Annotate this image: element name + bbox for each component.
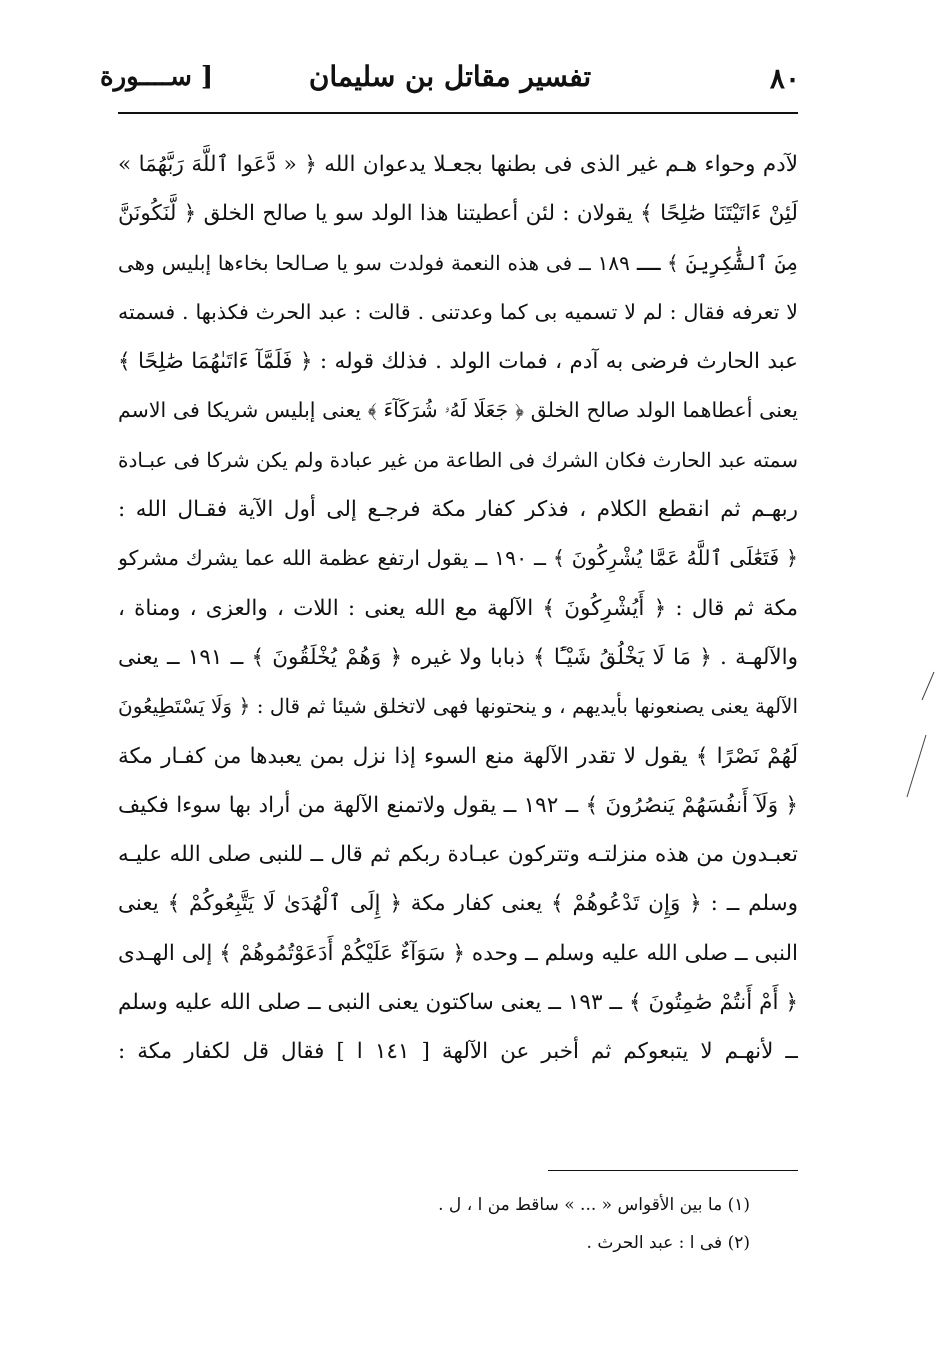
running-header [100,56,800,104]
text-line: وسلم ــ : ﴿ وَإِن تَدْعُوهُمْ ﴾ يعنى كفار مكة ﴿ إِلَى ٱلْهُدَىٰ لَا يَتَّبِعُوكُمْ ﴾ يعنى [118,891,798,917]
header-rule [118,112,798,114]
text-line: يعنى أعطاهما الولد صالح الخلق ﴿ جَعَلَا لَهُۥ شُرَكَآءَ ﴾ يعنى إبليس شريكا فى الاسم [118,398,798,423]
text-line: لآدم وحواء هـم غير الذى فى بطنها بجعـلا يدعوان الله ﴿ « دَّعَوا ٱللَّهَ رَبَّهُمَا » [118,152,798,177]
text-line: والآلهـة . ﴿ مَا لَا يَخْلُقُ شَيْـًٔا ﴾ ذبابا ولا غيره ﴿ وَهُمْ يُخْلَقُونَ ﴾ ــ ١٩١ ــ يعنى [118,644,798,670]
text-line: لَهُمْ نَصْرًا ﴾ يقول لا تقدر الآلهة منع السوء إذا نزل بمن يعبدها من كفـار مكة [118,743,798,769]
text-line: ﴿ فَتَعَٰلَى ٱللَّهُ عَمَّا يُشْرِكُونَ ﴾ ــ ١٩٠ ــ يقول ارتفع عظمة الله عما يشرك مشركو [118,546,798,571]
text-line: لا تعرفه فقال : لم لا تسميه بى كما وعدتنى . قالت : عبد الحرث فكذبها . فسمته [118,299,798,324]
text-line: ــ لأنهـم لا يتبعوكم ثم أخبر عن الآلهة [ ١٤١ ا ] فقال قل لكفار مكة : [118,1039,798,1065]
text-line: سمته عبد الحارث فكان الشرك فى الطاعة من غير عبادة ولم يكن شركا فى عبـادة [118,447,798,472]
text-line: مِنَ ٱلشَّٰكِرِينَ ﴾ ــ ١٨٩ ــ فى هذه النعمة فولدت سو يا صـالحا بخاءها إبليس وهى [118,250,798,275]
text-line: تعبـدون من هذه منزلتـه وتتركون عبـادة ربكم ثم قال ــ للنبى صلى الله عليـه [118,842,798,868]
margin-stroke [907,735,926,797]
text-line: النبى ــ صلى الله عليه وسلم ــ وحده ﴿ سَوَآءٌ عَلَيْكُمْ أَدَعَوْتُمُوهُمْ ﴾ إلى الهـدى [118,940,798,966]
footnote-2: (٢) فى ا : عبد الحرث . [586,1233,750,1253]
commentary-body [118,140,798,1077]
text-line: ﴿ وَلَآ أَنفُسَهُمْ يَنصُرُونَ ﴾ ــ ١٩٢ ــ يقول ولاتمنع الآلهة من أراد بها سوءا فكيف [118,792,798,818]
text-line: عبد الحارث فرضى به آدم ، فمات الولد . فذلك قوله : ﴿ فَلَمَّآ ءَاتَىٰهُمَا صَٰلِحًا ﴾ [118,349,798,375]
book-title: تفسير مقاتل بن سليمان [308,60,592,93]
footnotes [300,1186,750,1262]
page-number: ٨٠ [769,62,800,95]
text-line: ربهـم ثم انقطع الكلام ، فذكر كفار مكة فرجـع إلى أول الآية فقـال الله : [118,497,798,523]
text-line: مكة ثم قال : ﴿ أَيُشْرِكُونَ ﴾ الآلهة مع الله يعنى : اللات ، والعزى ، ومناة ، [118,595,798,621]
footnote-rule [548,1170,798,1171]
text-line: ﴿ أَمْ أَنتُمْ صَٰمِتُونَ ﴾ ــ ١٩٣ ــ يعنى ساكتون يعنى النبى ــ صلى الله عليه وسلم [118,990,798,1016]
text-line: لَئِنْ ءَاتَيْتَنَا صَٰلِحًا ﴾ يقولان : لئن أعطيتنا هذا الولد سو يا صالح الخلق ﴿ لَّنَكُونَنَّ [118,201,798,227]
surah-label: [ ســــورة [100,62,214,92]
text-line: الآلهة يعنى يصنعونها بأيديهم ، و ينحتونها فهى لاتخلق شيئا ثم قال : ﴿ وَلَا يَسْتَطِيعُونَ [118,694,798,719]
margin-stroke [922,672,934,700]
footnote-1: (١) ما بين الأقواس « ... » ساقط من ا ، ل . [438,1195,750,1215]
margin-pen-strokes [816,0,936,1366]
